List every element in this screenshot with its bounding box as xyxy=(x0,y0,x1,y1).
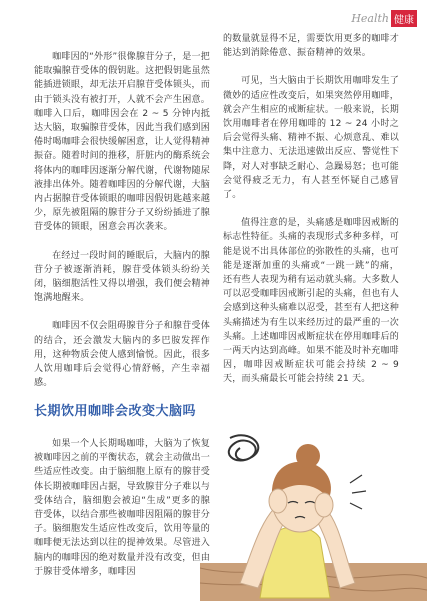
paragraph: 如果一个人长期喝咖啡，大脑为了恢复被咖啡因之前的平衡状态，就会主动做出一些适应性改变。由于脑细胞上原有的腺苷受体长期被咖啡因占据，导致腺苷分子难以与受体结合，脑细胞会被迫“生成”更多的腺苷受体，以结合那些被咖啡因阻隔的腺苷分子。脑细胞发生适应性改变后，饮用等量的咖啡便无法达到以往的提神效果。尽管进入脑内的咖啡因的绝对数量并没有改变，但由于腺苷受体增多，咖啡因 xyxy=(34,439,210,577)
paragraph: 可见，当大脑由于长期饮用咖啡发生了微妙的适应性改变后，如果突然停用咖啡，就会产生相应的戒断症状。一般来说，长期饮用咖啡者在停用咖啡的 12 ~ 24 小时之后会觉得头痛、精神不振、心烦意乱、难以集中注意力、无法迅速做出反应、警觉性下降，对人对事缺乏耐心、急躁易怒；也可能会觉得疲乏无力，有人甚至怀疑自己感冒了。 xyxy=(223,76,399,201)
paragraph: 的数量就显得不足，需要饮用更多的咖啡才能达到消除倦意、振奋精神的效果。 xyxy=(223,34,399,59)
section-title: 长期饮用咖啡会改变大脑吗 xyxy=(34,404,197,419)
headache-woman-illustration xyxy=(200,428,427,601)
paragraph: 在经过一段时间的睡眠后，大脑内的腺苷分子被逐渐消耗，腺苷受体锁头纷纷关闭，脑细胞活性又得以增强，我们便会精神饱满地醒来。 xyxy=(34,250,210,304)
right-column xyxy=(223,32,399,387)
left-column-top xyxy=(34,50,210,390)
paragraph: 值得注意的是，头痛感是咖啡因戒断的标志性特征。头痛的表现形式多种多样，可能是说不出具体部位的弥散性的头痛，也可能是逐渐加重的头痛或“一跳一跳”的痛，还有些人表现为稍有运动就头痛。大多数人可以忍受咖啡因戒断引起的头痛，但也有人会感到这种头痛难以忍受，甚至有人把这种头痛描述为有生以来经历过的最严重的一次头痛。上述咖啡因戒断症状在停用咖啡后的一两天内达到高峰。如果不能及时补充咖啡因，咖啡因戒断症状可能会持续 2 ~ 9 天，而头痛最长可能会持续 21 天。 xyxy=(223,218,399,385)
header-chinese-badge: 健康 xyxy=(391,10,417,27)
left-column-bottom xyxy=(34,437,210,579)
header-english: Health xyxy=(351,12,389,25)
paragraph: 咖啡因不仅会阻碍腺苷分子和腺苷受体的结合，还会激发大脑内的多巴胺发挥作用，这种物质会使人感到愉悦。因此，很多人饮用咖啡后会觉得心情舒畅，产生幸福感。 xyxy=(34,321,210,389)
paragraph: 咖啡因的“外形”很像腺苷分子，是一把能取骗腺苷受体的假钥匙。这把假钥匙虽然能插进锁眼，却无法开启腺苷受体锁头，而由于锁头没有被打开，人就不会产生困意。咖啡入口后，咖啡因会在 2 ~ 5 分钟内抵达大脑，取骗腺苷受体，因此当我们感到困倦时喝咖啡会很快缓解困意，让人觉得精神振奋。随着时间的推移，肝脏内的酶系统会将体内的咖啡因逐渐分解代谢，代谢物随尿液排出体外。随着咖啡因的分解代谢，大脑内占据腺苷受体锁眼的咖啡因假钥匙越来越少，原先被阻隔的腺苷分子又纷纷插进了腺苷受体的锁眼，困意会再次袭来。 xyxy=(34,52,210,233)
page-header xyxy=(351,10,417,27)
